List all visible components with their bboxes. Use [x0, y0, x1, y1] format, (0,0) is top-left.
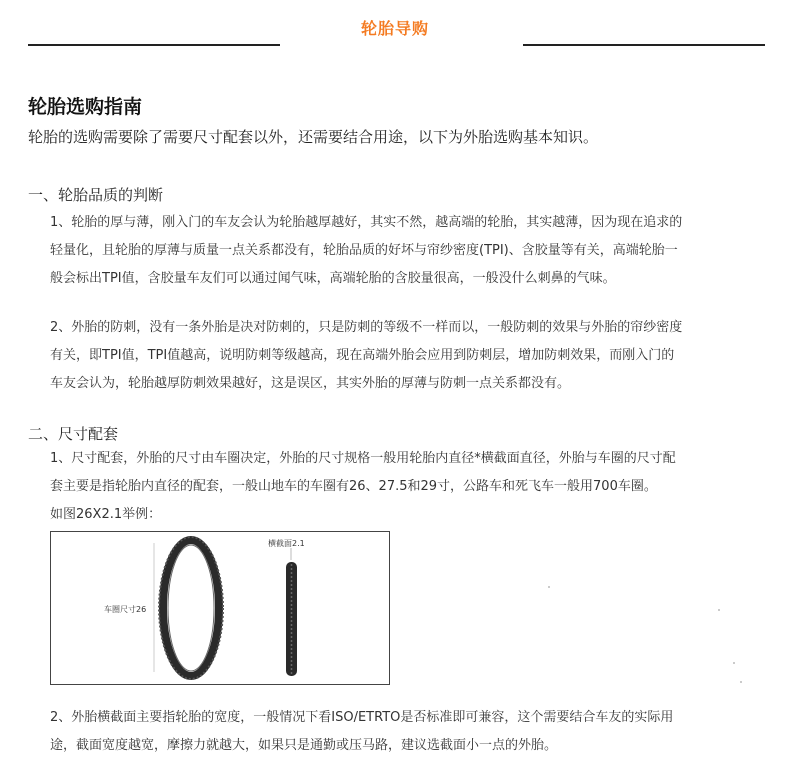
label-rim-size: 车圈尺寸26	[104, 605, 147, 614]
tire-size-figure	[50, 531, 390, 685]
section-heading-quality: 一、轮胎品质的判断	[28, 186, 164, 204]
tire-front-view	[286, 562, 297, 676]
tire-side-view	[163, 540, 219, 676]
paragraph-cross-section	[50, 704, 765, 760]
section-heading-size: 二、尺寸配套	[28, 425, 119, 443]
guide-intro: 轮胎的选购需要除了需要尺寸配套以外，还需要结合用途，以下为外胎选购基本知识。	[28, 128, 599, 146]
paragraph-line: 途，截面宽度越宽，摩擦力就越大，如果只是通勤或压马路，建议选截面小一点的外胎。	[50, 738, 558, 753]
paragraph-thickness	[50, 209, 765, 293]
label-cross-section: 横截面2.1	[268, 539, 305, 548]
decorative-dot	[733, 662, 735, 664]
tire-side-inner	[168, 545, 214, 671]
paragraph-line: 套主要是指轮胎内直径的配套，一般山地车的车圈有26、27.5和29寸，公路车和死飞车一般用700车圈。	[50, 479, 657, 494]
decorative-dot	[718, 609, 720, 611]
decorative-dot	[740, 681, 742, 683]
header-title: 轮胎导购	[360, 19, 429, 38]
guide-title: 轮胎选购指南	[28, 96, 143, 118]
paragraph-line: 如图26X2.1举例：	[50, 507, 162, 522]
paragraph-line: 车友会认为，轮胎越厚防刺效果越好，这是误区，其实外胎的厚薄与防刺一点关系都没有。	[50, 376, 571, 391]
paragraph-line: 2、外胎的防刺，没有一条外胎是决对防刺的，只是防刺的等级不一样而以，一般防刺的效果与外胎的帘纱密度	[50, 320, 683, 335]
paragraph-line: 1、轮胎的厚与薄，刚入门的车友会认为轮胎越厚越好，其实不然，越高端的轮胎，其实越薄，因为现在追求的	[50, 215, 683, 230]
paragraph-puncture	[50, 314, 765, 398]
paragraph-line: 轻量化，且轮胎的厚薄与质量一点关系都没有，轮胎品质的好坏与帘纱密度(TPI)、含胶量等有关，高端轮胎一	[50, 243, 678, 258]
paragraph-line: 有关，即TPI值，TPI值越高，说明防刺等级越高，现在高端外胎会应用到防刺层，增加防刺效果，而刚入门的	[50, 348, 675, 363]
header-rule-right	[523, 44, 765, 46]
paragraph-size-match	[50, 445, 765, 529]
paragraph-line: 般会标出TPI值，含胶量车友们可以通过闻气味，高端轮胎的含胶量很高，一般没什么刺鼻的气味。	[50, 271, 616, 286]
tire-illustration	[51, 532, 389, 684]
paragraph-line: 1、尺寸配套，外胎的尺寸由车圈决定，外胎的尺寸规格一般用轮胎内直径*横截面直径，外胎与车圈的尺寸配	[50, 451, 676, 466]
paragraph-line: 2、外胎横截面主要指轮胎的宽度，一般情况下看ISO/ETRTO是否标准即可兼容，这个需要结合车友的实际用	[50, 710, 674, 725]
header-rule-left	[28, 44, 280, 46]
decorative-dot	[548, 586, 550, 588]
